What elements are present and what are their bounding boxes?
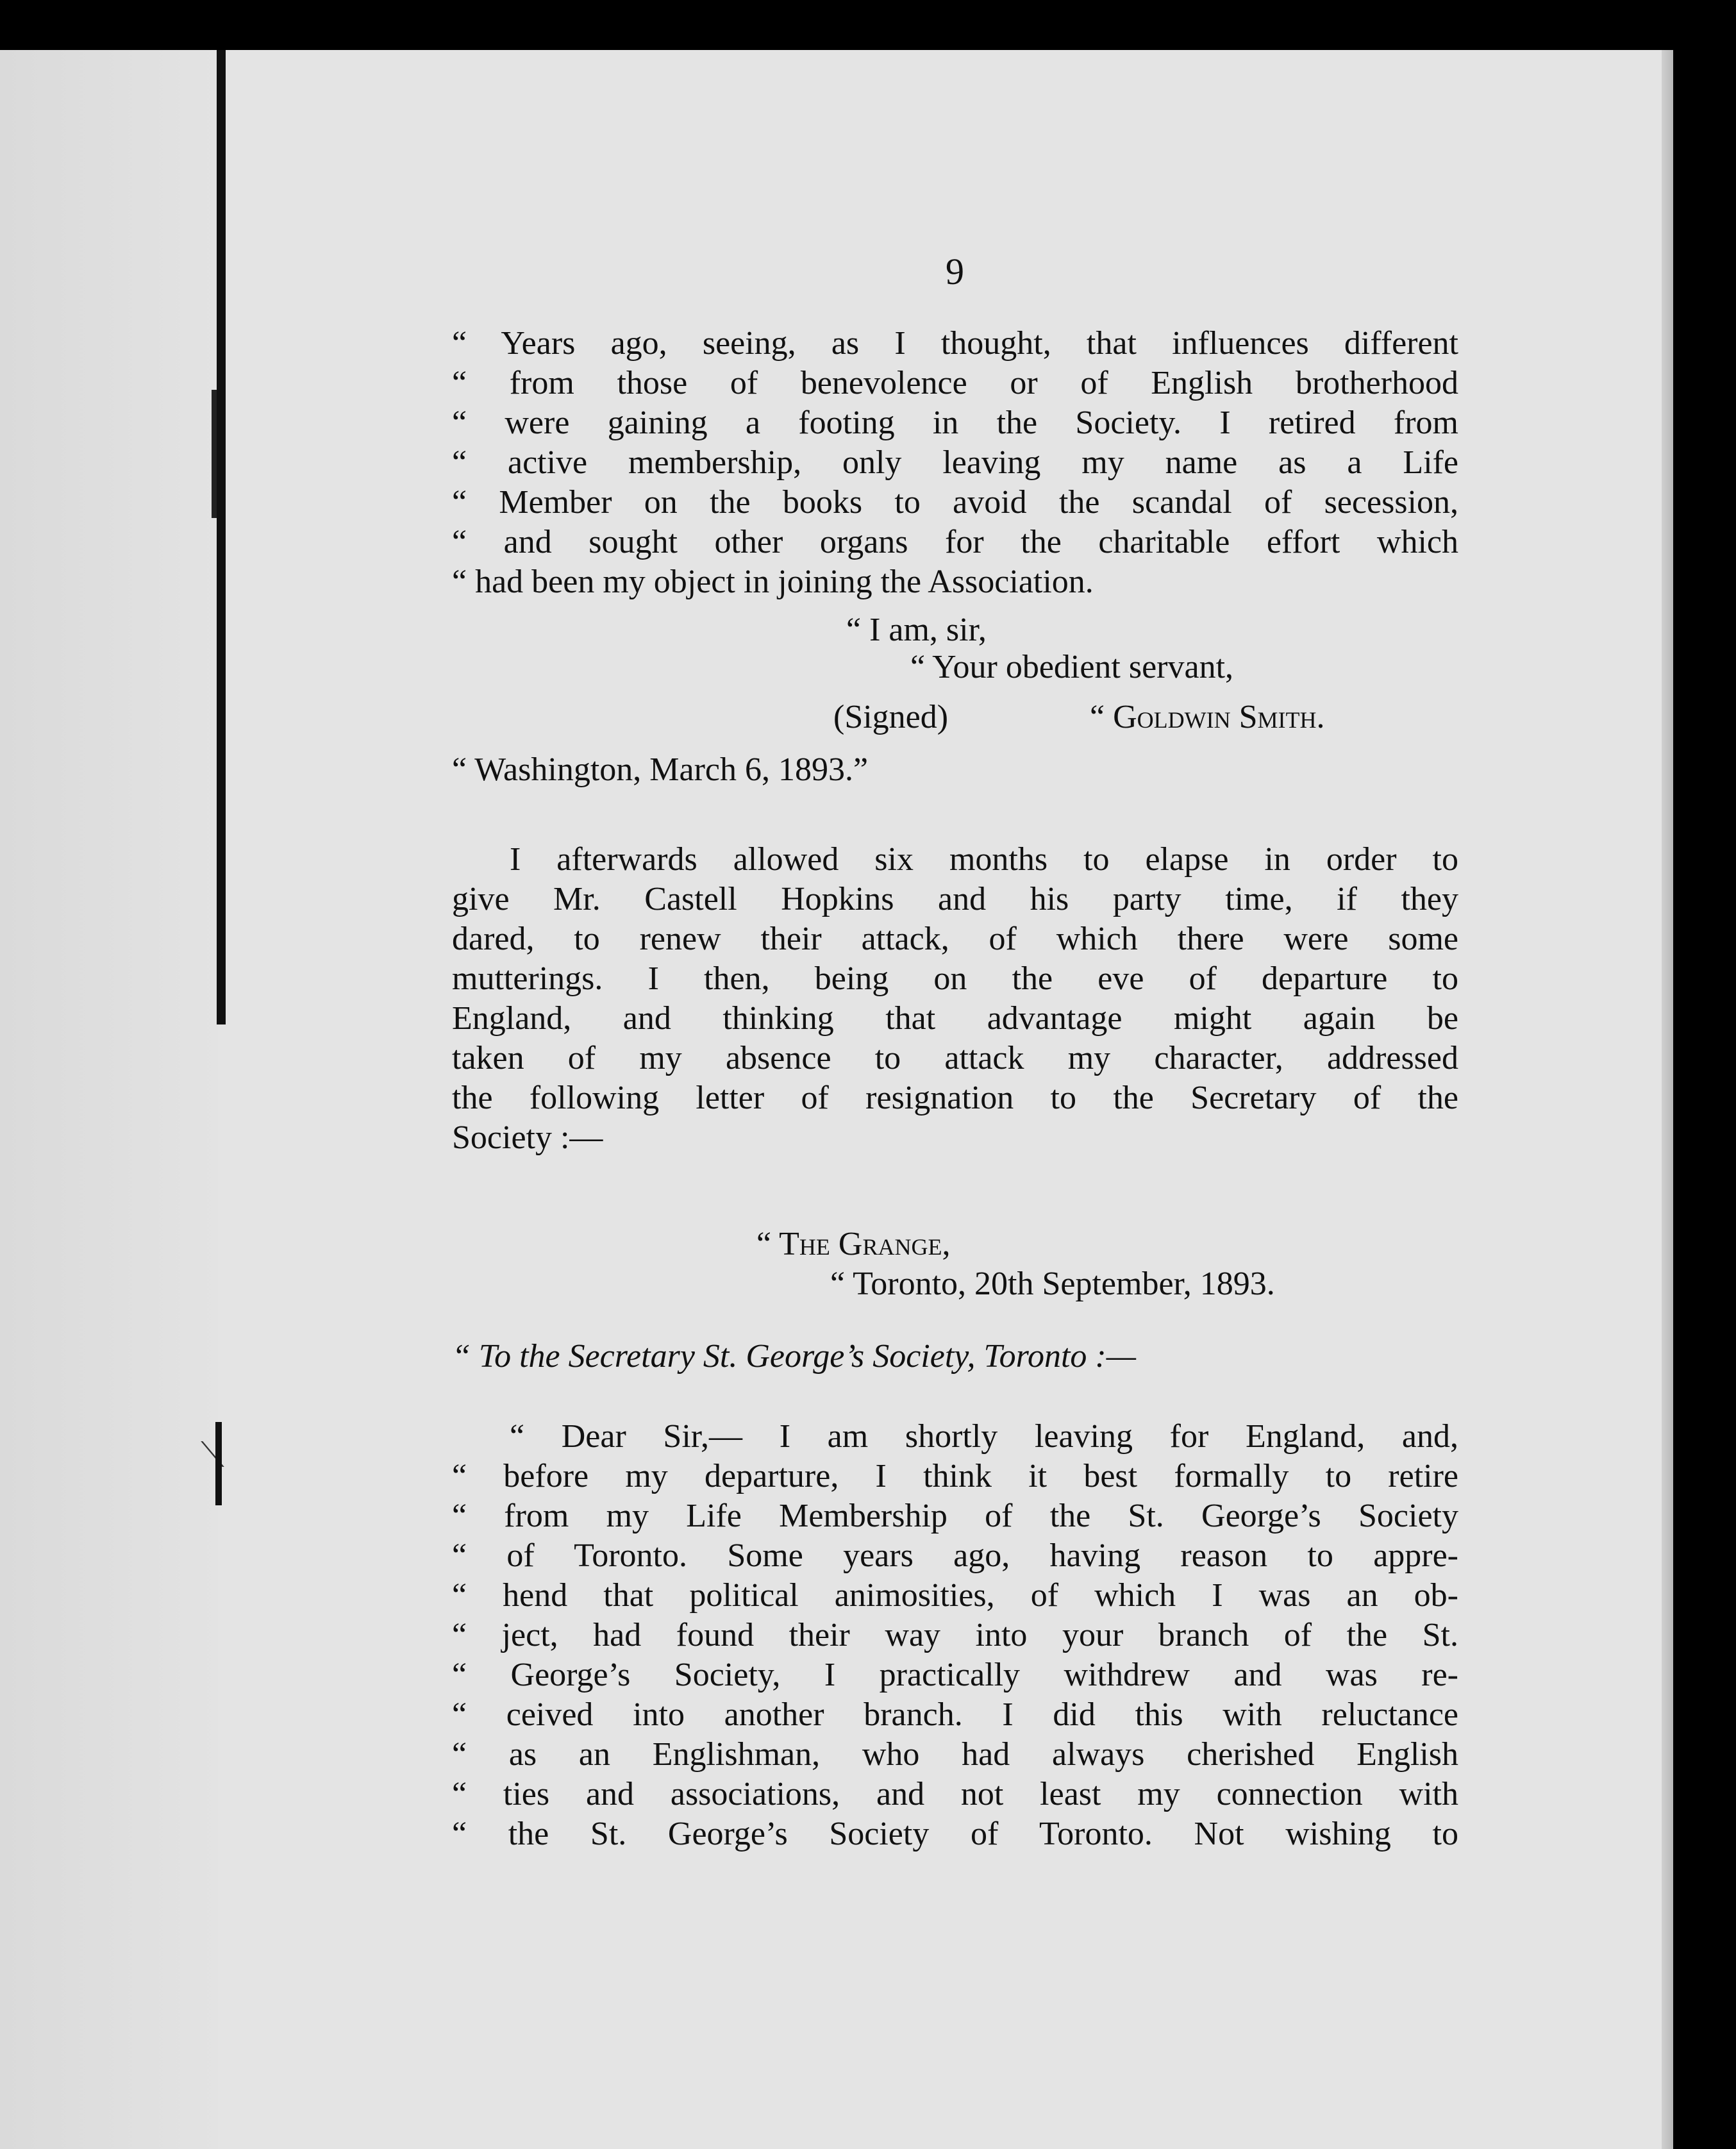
text-line: “ were gaining a footing in the Society. I retired from: [452, 405, 1458, 441]
signoff-greeting: “ I am, sir,: [846, 612, 987, 648]
text-line: “ ject, had found their way into your branch of the St.: [452, 1617, 1458, 1653]
binding-spine: [217, 50, 226, 1024]
letter-salutation: “ To the Secretary St. George’s Society, Toronto :—: [452, 1338, 1136, 1375]
quoted-letter-body: [452, 324, 1458, 602]
text-line: Society :—: [452, 1119, 603, 1156]
text-line: “ George’s Society, I practically withdrew and was re-: [452, 1657, 1458, 1693]
text-line: “ as an Englishman, who had always cherished English: [452, 1736, 1458, 1773]
text-line: “ hend that political animosities, of which I was an ob-: [452, 1577, 1458, 1614]
text-line: the following letter of resignation to the Secretary of the: [452, 1080, 1458, 1116]
address-date-line: “ Toronto, 20th September, 1893.: [830, 1266, 1275, 1302]
letter-dateline: “ Washington, March 6, 1893.”: [452, 751, 869, 788]
text-line: “ from my Life Membership of the St. George’s Society: [452, 1498, 1458, 1534]
text-line: “ Member on the books to avoid the scandal of secession,: [452, 484, 1458, 521]
resignation-letter-body: [452, 1417, 1458, 1854]
text-line: mutterings. I then, being on the eve of departure to: [452, 960, 1458, 997]
text-line: “ Years ago, seeing, as I thought, that influences different: [452, 325, 1458, 362]
text-line: “ the St. George’s Society of Toronto. Not wishing to: [452, 1816, 1458, 1852]
signed-label: (Signed): [833, 699, 949, 735]
text-line: “ from those of benevolence or of English brotherhood: [452, 365, 1458, 401]
signoff-closing: “ Your obedient servant,: [910, 649, 1234, 685]
text-line: taken of my absence to attack my character, addressed: [452, 1040, 1458, 1076]
text-line: England, and thinking that advantage might again be: [452, 1000, 1458, 1037]
binding-spine-lower: [215, 1422, 222, 1505]
text-line: “ ceived into another branch. I did this with reluctance: [452, 1696, 1458, 1733]
binding-thread-mark: [212, 390, 217, 518]
text-line: “ and sought other organs for the charitable effort which: [452, 524, 1458, 560]
text-line: I afterwards allowed six months to elapse in order to: [510, 841, 1458, 878]
text-line: “ had been my object in joining the Association.: [452, 564, 1094, 600]
text-line: “ Dear Sir,— I am shortly leaving for England, and,: [510, 1418, 1458, 1455]
page-number: 9: [946, 251, 964, 292]
text-line: “ active membership, only leaving my name as a Life: [452, 444, 1458, 481]
address-line: “ The Grange,: [756, 1226, 951, 1262]
text-line: “ of Toronto. Some years ago, having reason to appre-: [452, 1537, 1458, 1574]
text-line: “ ties and associations, and not least my connection with: [452, 1776, 1458, 1812]
page-edge: [1662, 50, 1673, 2149]
left-gutter: [0, 50, 218, 2149]
text-line: give Mr. Castell Hopkins and his party time, if they: [452, 881, 1458, 917]
text-line: dared, to renew their attack, of which there were some: [452, 921, 1458, 957]
text-line: “ before my departure, I think it best formally to retire: [452, 1458, 1458, 1494]
narrative-paragraph: [452, 840, 1458, 1158]
signatory-name: “ Goldwin Smith.: [1090, 699, 1325, 735]
